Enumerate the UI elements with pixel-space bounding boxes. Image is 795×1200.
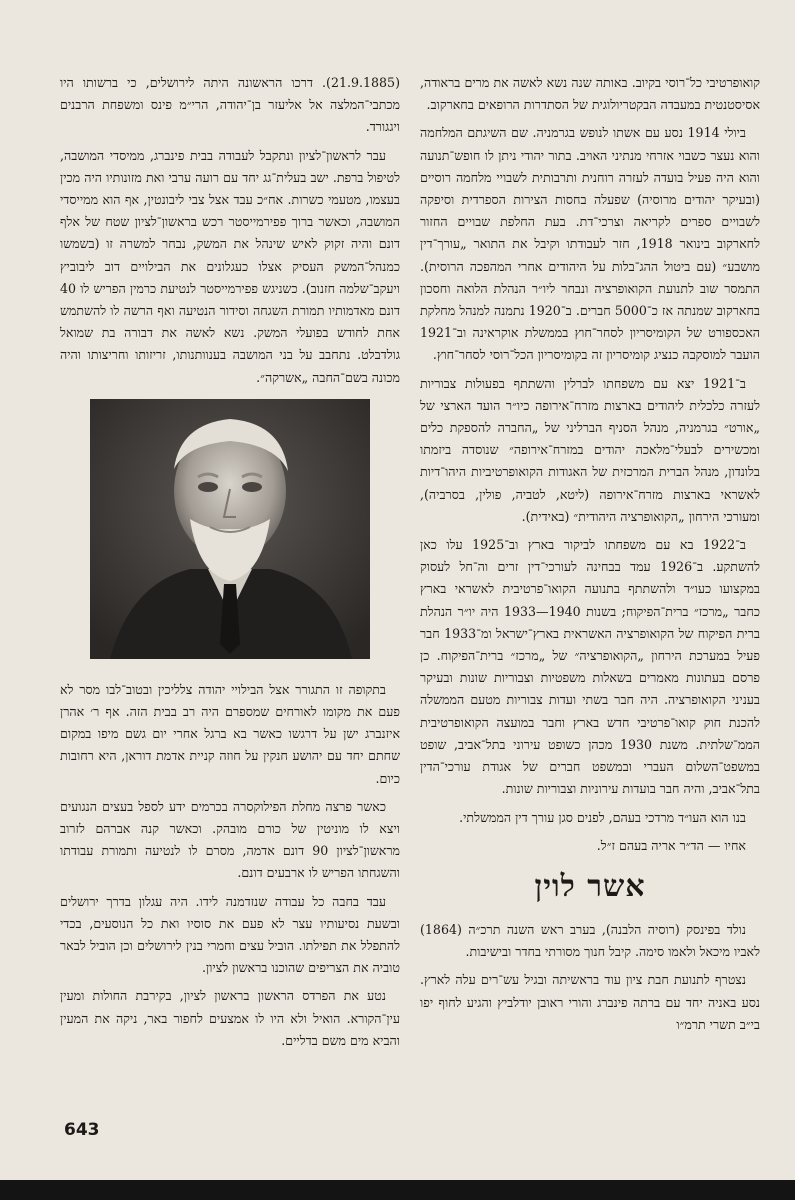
right-column — [420, 72, 760, 1042]
entry-heading: אשר לוין — [534, 868, 646, 904]
paragraph: נטע את הפרדס הראשון בראשון לציון, בקירבת החולות ומעין עין־הקורא. הואיל ולא היו לו אמצעים לחפור באר, ניקה את המעין והביא מים משם בדליים. — [60, 988, 400, 1048]
paragraph: כאשר פרצה מחלת הפילוקסרה בכרמים ידע לספל בעצים הנגועים ויצא לו מוניטין של כורם מובהק. וכאשר קנה אברהם לזרוב מראשון־לציון 90 דונם אדמה, מסרם לו לנטיעה ותמורת עבודתו והשגחתו הפריש לו ארבעים דונם. — [60, 798, 400, 881]
paragraph: נצטרף לתנועת חבת ציון עוד בראשיתה ובגיל עש־רים עלה לארץ. נסע באניה יחד עם ברתה פינברג והורי ראובן יודלביץ והגיע לחוף יפו בי״ב תשרי תרמ״ו — [420, 972, 760, 1032]
paragraph: אחיו — הד״ר אריה בעהם ז״ל. — [596, 837, 746, 853]
paragraph: ביולי 1914 נסע עם אשתו לנופש בגרמניה. שם השיגתם המלחמה והוא נעצר כשבוי אזרחי מנתיני האויב. בתור יהודי ניתן לו חופש־תנועה והוא היה פעיל בועדה לעזרה רוחנית ותרבותית לשבויי מלחמה רוסיים (ובעיקר יהודים מרוסיה) שפעלה בחסות הצירות הספרדית וסיפקה לשבויים ספרים לקריאה וצרכי־דת. בעת החלפת שבויים החזור לחארקוב בינואר 1918, חזר לעבודתו וקיבל את התואר „עורך־דין מושבע״ (עם ביטול ההג־בלות על היהודים אחרי המהפכה הרוסית). התמסר שוב לתנועת הקואופרציה ונבחר ליו״ר הנהלת הלואה וחסכון בחארקוב שמנתה אז כ־5000 חברים. ב־1920 נתמנה למנהל מחלקת האכספורט של הקומיסריון לסחר־חוץ בממשלת אוקראינה וב־1921 הועבר למוסקבה כנציג קומיסריון זה בקומיסריון הכל־רוסי לסחר־חוץ. — [420, 125, 760, 363]
page-number: 643 — [64, 1120, 100, 1140]
scan-edge — [0, 1180, 795, 1200]
left-column — [60, 72, 400, 1058]
paragraph: עבד בחבה כל עבודה שנזדמנה לידו. היה עגלון בדרך ירושלים ובשעת נסיעותיו עצר לא פעם את סוסיו ואת כל הנוסעים, בכדי להתפלל את תפילתו. הוביל עצים וחמרי בנין לירושלים וכן הוביל לבאר טוביה את הצריפים שהוכנו בראשון לציון. — [60, 893, 400, 976]
paragraph: נולד בפינסק (רוסיה הלבנה), בערב ראש השנה תרכ״ה (1864) לאביו מיכאל ולאמו סימה. קיבל חנוך מסורתי בחדר ובישיבות. — [420, 921, 760, 960]
paragraph: בתקופה זו התגורר אצל הבילויי יהודה צלליכין ובטוב־לבו מסר לא פעם את מקומו לאורחים שמספרם היה רב בבית הזה. אף ר׳ אהרן איזנברג ישן על דרגשו כאשר בא ברגל אחרי יום גשם מיפו במקום שחתם יחד עם יהושע חנקין על חוזה קניית אדמת דוראן, היא רחובות כיום. — [60, 681, 400, 786]
portrait-photo — [90, 399, 370, 659]
portrait-image — [90, 399, 370, 659]
paragraph: בנו הוא העו״ד מרדכי בעהם, לפנים סגן עורך דין הממשלתי. — [459, 809, 746, 825]
paragraph: (21.9.1885). דרכו הראשונה היתה לירושלים, כי ברשותו היו מכתבי־המלצה אל אליעזר בן־יהודה, הרי״מ פינס ומשפחת הרבנים ויגגורד. — [60, 75, 400, 135]
paragraph: עבר לראשון־לציון ונתקבל לעבודה בבית פינברג, ממיסדי המושבה, לטיפול ברפת. ישב בעלית־גג יחד עם רועה ערבי ואת מזונותיו היה מכין בעצמו, מטעמי כשרות. אח״כ עבד אצל צבי ליבונטין, אף הוא ממייסדי המושבה, וכאשר ברוך פפירמייסטר רכש בראשון־לציון שטח של אלף דונם והיה זקוק לאיש שינהל את המשק, נבחר למשרה זו (בשמשו כמנהל־המשק העסיק אצלו כעגלונים את הבילויים דוב ליבוביץ ויעקב־שלמה חזנוב). כשניגש פפירמייסטר לנטיעת כרמין הפריש לו 40 דונם מאדמותיו תמורת השגחה וסידור הנטיעה ואף הרשה לו להשתמש אחת לחודש בפועלי המשק. נשא לאשה את דבורה בת שמואל גולדבלט. נתחבב על בני המושבה בענוותנותו, זריזותו וחריצותו והיה מכונה בשם־החבה „אשרקה״. — [60, 147, 400, 385]
paragraph: ב־1921 יצא עם משפחתו לברלין והשתתף בפעולות צבוריות לעזרה כלכלית ליהודים בארצות מזרח־אירופה כיו״ר הועד הארצי של „אורט״ בגרמניה, מנהל הסניף הברליני של „החברה להספקת כלים ומכשירים לבעלי־מלאכה יהודים במזרח־אירופה״ שנוסדה ביזמתו בלונדון, מנהל הברית המרכזית של האגודות הקואופרטיביות היהו־דיות לאשראי בארצות מזרח־אירופה (ליטא, לטביה, פולין, בסרביה), ומעורכי הירחון „הקואופרציה היהודית״ (באידית). — [420, 375, 760, 524]
paragraph: ב־1922 בא עם משפחתו לביקור בארץ וב־1925 עלו כאן להשתקע. ב־1926 עמד בבחינה לעורכי־דין זרים וה־חל לעסוק במקצועו כעו״ד ולהשתתף בתנועה הקואו־פרטיבית לאשראי בארץ כחבר „מרכז״ ברית־הפיקוח; בשנות 1940—1933 היה יו״ר הנהלת ברית הפיקוח של הקואופרציה האשראית בארץ־ישראל ומ־1933 חבר פעיל במערכת הירחון „הקואופרציה״ של „מרכז״ ברית־הפיקוח. כן פרסם בעתונות מאמרים בשאלות משפטיות וצבוריות שונות ובעיקר בעניני הקואופרציה. היה חבר בשתי ועדות צבוריות מטעם הממשלה להכנת חוק קואו־פרטיבי חדש בארץ וחבר במועצה הקואופרטיבית הממ־שלתית. משנת 1930 מכהן כשופט עירוני בתל־אביב, שופט במשפט־השלום העברי ובמשפט חברים של אגודת עורכי־הדין בתל־אביב, והיה חבר בועדות עירוניות וצבוריות שונות. — [420, 537, 760, 797]
paragraph: קואופרטיבי כל־רוסי בקיוב. באותה שנה נשא לאשה את מרים בראודה, אסיסטנטית במעבדה הבקטריולוגית של הסתדרות הרופאים בחארקוב. — [420, 75, 760, 113]
